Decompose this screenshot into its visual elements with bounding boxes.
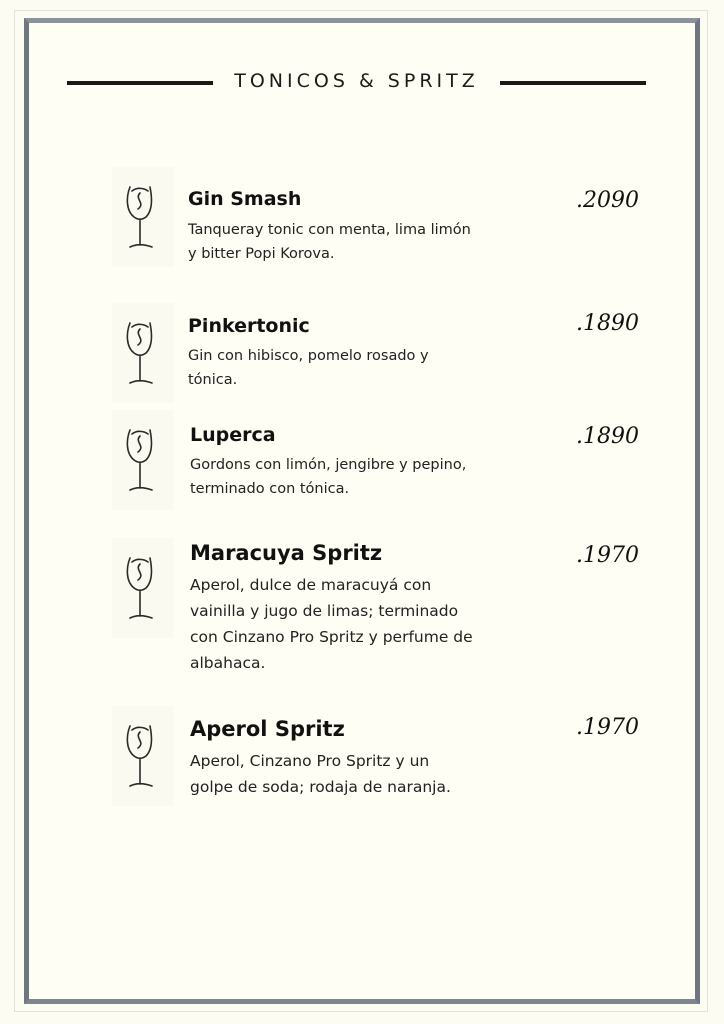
- item-name: Gin Smash: [188, 188, 302, 210]
- wine-glass-icon: [112, 410, 174, 510]
- item-price: .1890: [576, 311, 639, 336]
- item-name: Pinkertonic: [188, 315, 310, 337]
- menu-frame: [24, 18, 700, 1004]
- item-name: Maracuya Spritz: [190, 541, 383, 565]
- header-rule-right: [500, 81, 646, 85]
- section-header: [0, 60, 724, 104]
- section-title: TONICOS & SPRITZ: [234, 70, 479, 92]
- item-price: .1970: [576, 715, 639, 740]
- item-price: .1890: [576, 424, 639, 449]
- item-description: Gin con hibisco, pomelo rosado y tónica.: [188, 348, 429, 388]
- item-price: .1970: [576, 543, 639, 568]
- header-rule-left: [67, 81, 213, 85]
- wine-glass-icon: [112, 706, 174, 806]
- item-name: Aperol Spritz: [190, 717, 345, 741]
- wine-glass-icon: [112, 167, 174, 267]
- item-description: Tanqueray tonic con menta, lima limón y bitter Popi Korova.: [188, 222, 471, 262]
- item-description: Gordons con limón, jengibre y pepino, terminado con tónica.: [190, 457, 467, 497]
- wine-glass-icon: [112, 538, 174, 638]
- item-price: .2090: [576, 188, 639, 213]
- item-description: Aperol, dulce de maracuyá con vainilla y jugo de limas; terminado con Cinzano Pro Spritz y perfume de albahaca.: [190, 576, 473, 672]
- item-name: Luperca: [190, 424, 276, 446]
- wine-glass-icon: [112, 303, 174, 403]
- item-description: Aperol, Cinzano Pro Spritz y un golpe de soda; rodaja de naranja.: [190, 752, 451, 796]
